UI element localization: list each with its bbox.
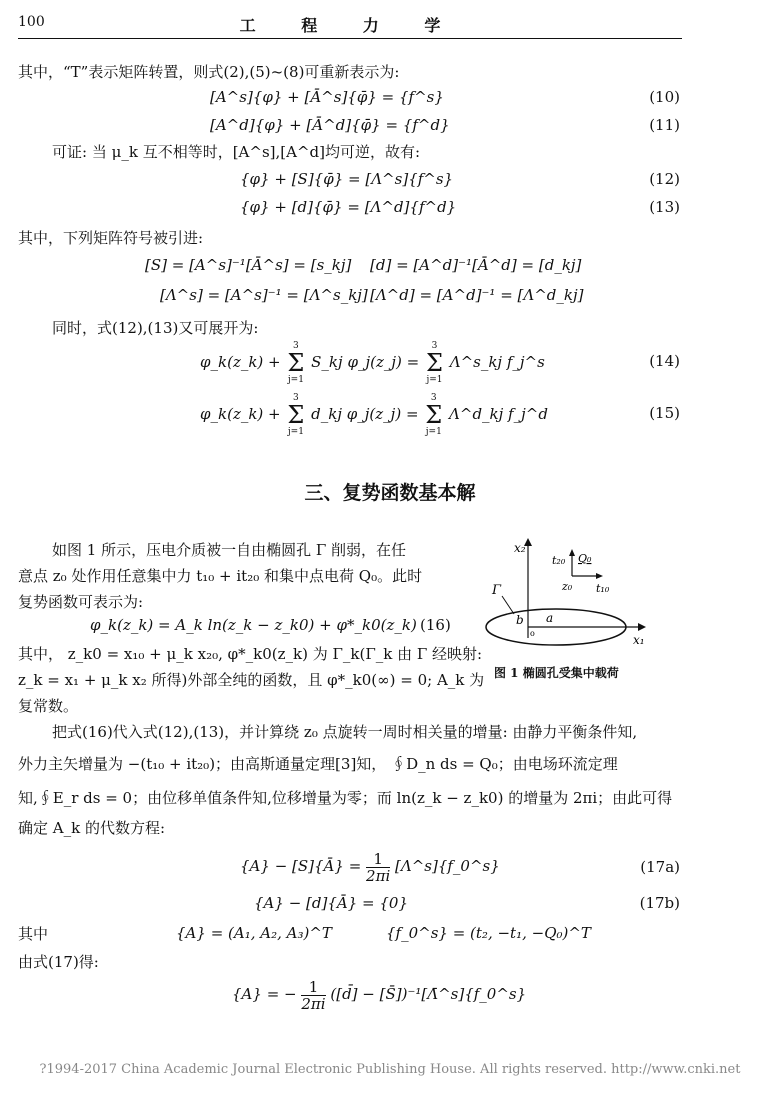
summation-symbol: 3 Σ j=1 — [287, 393, 305, 437]
text-line: 同时，式(12),(13)又可展开为: — [52, 319, 259, 337]
equation-12: {φ} + [S]{φ̄} = [Λ^s]{f^s} — [240, 170, 454, 188]
text-line: 复势函数可表示为: — [18, 593, 144, 611]
equation-number-14: (14) — [649, 352, 680, 370]
equation-number-17a: (17a) — [640, 858, 680, 876]
equation-number-10: (10) — [649, 88, 680, 106]
label-a: a — [546, 611, 554, 625]
equation-number-13: (13) — [649, 198, 680, 216]
equation-15-mid: d_kj φ_j(z_j) = — [311, 405, 419, 423]
text-line: 复常数。 — [18, 697, 79, 715]
label-x2: x₂ — [514, 541, 526, 555]
equation-number-17b: (17b) — [639, 894, 680, 912]
fraction: $\frac{1}{2\pi i}$ — [366, 849, 391, 885]
text-line: 其中， z_k0 = x₁₀ + μ_k x₂₀, φ*_k0(z_k) 为 Γ_k(Γ_k 由 Γ 经映射: — [18, 645, 483, 663]
equation-13: {φ} + [d]{φ̄} = [Λ^d]{f^d} — [240, 198, 457, 216]
equation-15 — [200, 392, 548, 437]
equation-11: [A^d]{φ} + [Ā^d]{φ̄} = {f^d} — [210, 116, 450, 134]
text-line: 由式(17)得: — [18, 953, 99, 971]
page-number: 100 — [18, 14, 45, 30]
text-line: 如图 1 所示，压电介质被一自由椭圆孔 Γ 削弱，在任 — [52, 541, 407, 559]
label-x1: x₁ — [633, 633, 645, 647]
equation-14-mid: S_kj φ_j(z_j) = — [311, 353, 420, 371]
summation-symbol: 3 Σ j=1 — [425, 341, 443, 385]
label-Q0: Q₀ — [578, 552, 592, 565]
fraction: $\frac{1}{2\pi i}$ — [301, 977, 326, 1013]
definition-lambda-s: [Λ^s] = [A^s]⁻¹ = [Λ^s_kj] — [160, 286, 368, 304]
equation-14 — [200, 340, 545, 385]
label-t20: t₂₀ — [552, 554, 566, 567]
equation-14-rhs: Λ^s_kj f_j^s — [449, 353, 545, 371]
label-z0: z₀ — [562, 580, 573, 593]
text-line: 知,∮E_r ds = 0；由位移单值条件知,位移增量为零；而 ln(z_k − z_k0) 的增量为 2πi；由此可得 — [18, 789, 673, 807]
equation-final-rhs: ([d̄] − [S̄])⁻¹[Λ̄^s]{f_0^s} — [330, 985, 527, 1003]
definition-S: [S] = [A^s]⁻¹[Ā^s] = [s_kj] — [145, 256, 352, 274]
text-line: 意点 z₀ 处作用任意集中力 t₁₀ + it₂₀ 和集中点电荷 Q₀。此时 — [18, 567, 423, 585]
label-o: o — [530, 629, 535, 638]
label-gamma: Γ — [492, 583, 502, 598]
footer-copyright: ?1994-2017 China Academic Journal Electronic Publishing House. All rights reserved. http://www.cnki.net — [39, 1062, 741, 1077]
label-t10: t₁₀ — [596, 582, 610, 595]
vector-A-definition: {A} = (A₁, A₂, A₃)^T — [176, 924, 332, 942]
equation-number-16: (16) — [420, 616, 451, 634]
text-line: z_k = x₁ + μ_k x₂ 所得)外部全纯的函数，且 φ*_k0(∞) = 0; A_k 为 — [18, 671, 485, 689]
text-line: 其中，下列矩阵符号被引进: — [18, 229, 204, 247]
equation-10: [A^s]{φ} + [Ā^s]{φ̄} = {f^s} — [210, 88, 444, 106]
label-b: b — [516, 613, 524, 627]
x1-arrow — [638, 623, 646, 631]
text-line: 外力主矢增量为 −(t₁₀ + it₂₀)；由高斯通量定理[3]知， ∮D_n ds = Q₀；由电场环流定理 — [18, 755, 618, 773]
equation-15-rhs: Λ^d_kj f_j^d — [449, 405, 548, 423]
equation-14-lhs: φ_k(z_k) + — [200, 353, 281, 371]
equation-17a — [240, 846, 500, 886]
equation-number-11: (11) — [649, 116, 680, 134]
equation-17a-lhs: {A} − [S]{Ā} = — [240, 857, 362, 875]
equation-final-lhs: {A} = − — [232, 985, 297, 1003]
definition-lambda-d: [Λ^d] = [A^d]⁻¹ = [Λ^d_kj] — [370, 286, 584, 304]
text-line: 其中 — [18, 925, 49, 943]
equation-17b: {A} − [d]{Ā} = {0} — [254, 894, 408, 912]
equation-15-lhs: φ_k(z_k) + — [200, 405, 281, 423]
page-header — [18, 12, 682, 39]
journal-title: 工 程 力 学 — [239, 16, 461, 35]
equation-16: φ_k(z_k) = A_k ln(z_k − z_k0) + φ*_k0(z_k) — [90, 616, 417, 634]
equation-number-12: (12) — [649, 170, 680, 188]
summation-symbol: 3 Σ j=1 — [287, 341, 305, 385]
figure-caption: 图 1 椭圆孔受集中载荷 — [494, 666, 619, 680]
vector-f-definition: {f_0^s} = (t₂, −t₁, −Q₀)^T — [386, 924, 591, 942]
text-line: 把式(16)代入式(12),(13)，并计算绕 z₀ 点旋转一周时相关量的增量: 由静力平衡条件知, — [52, 723, 638, 741]
section-title: 三、复势函数基本解 — [304, 482, 476, 504]
equation-17a-rhs: [Λ^s]{f_0^s} — [395, 857, 500, 875]
text-line: 其中，“T”表示矩阵转置，则式(2),(5)~(8)可重新表示为: — [18, 63, 400, 81]
figure-elliptic-hole — [478, 534, 670, 658]
gamma-pointer — [502, 596, 514, 614]
equation-final — [232, 974, 526, 1014]
equation-number-15: (15) — [649, 404, 680, 422]
definition-d: [d] = [A^d]⁻¹[Ā^d] = [d_kj] — [370, 256, 582, 274]
summation-symbol: 3 Σ j=1 — [425, 393, 443, 437]
text-line: 可证: 当 μ_k 互不相等时，[A^s],[A^d]均可逆，故有: — [52, 143, 421, 161]
t20-arrow-head — [569, 549, 575, 556]
t10-arrow-head — [596, 573, 603, 579]
text-line: 确定 A_k 的代数方程: — [18, 819, 166, 837]
